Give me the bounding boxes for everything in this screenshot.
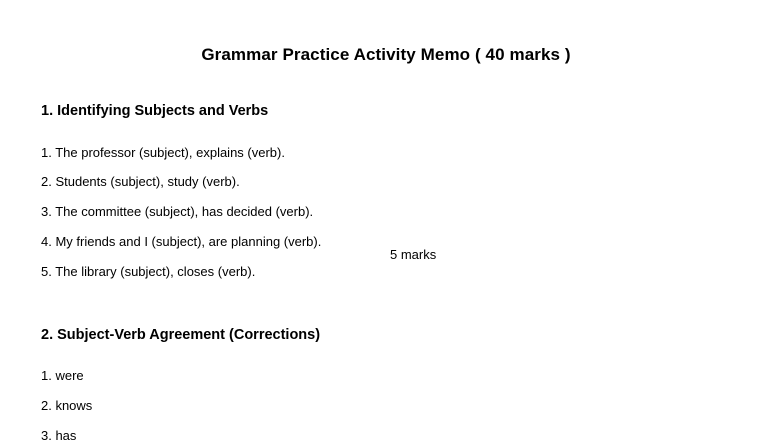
answer-line: 2. knows	[41, 398, 93, 413]
section-marks: 5 marks	[390, 247, 437, 262]
page-title: Grammar Practice Activity Memo ( 40 marks )	[201, 45, 571, 64]
answer-line: 5. The library (subject), closes (verb).	[41, 264, 256, 279]
section-heading-subjects-verbs: 1. Identifying Subjects and Verbs	[41, 103, 269, 119]
answer-line: 1. The professor (subject), explains (verb).	[41, 145, 285, 160]
section-heading-subject-verb-agreement: 2. Subject-Verb Agreement (Corrections)	[41, 327, 321, 343]
answer-line: 3. has	[41, 428, 77, 443]
answer-line: 4. My friends and I (subject), are planning (verb).	[41, 234, 322, 249]
answer-line: 1. were	[41, 368, 84, 383]
answer-line: 2. Students (subject), study (verb).	[41, 174, 240, 189]
answer-line: 3. The committee (subject), has decided (verb).	[41, 204, 314, 219]
